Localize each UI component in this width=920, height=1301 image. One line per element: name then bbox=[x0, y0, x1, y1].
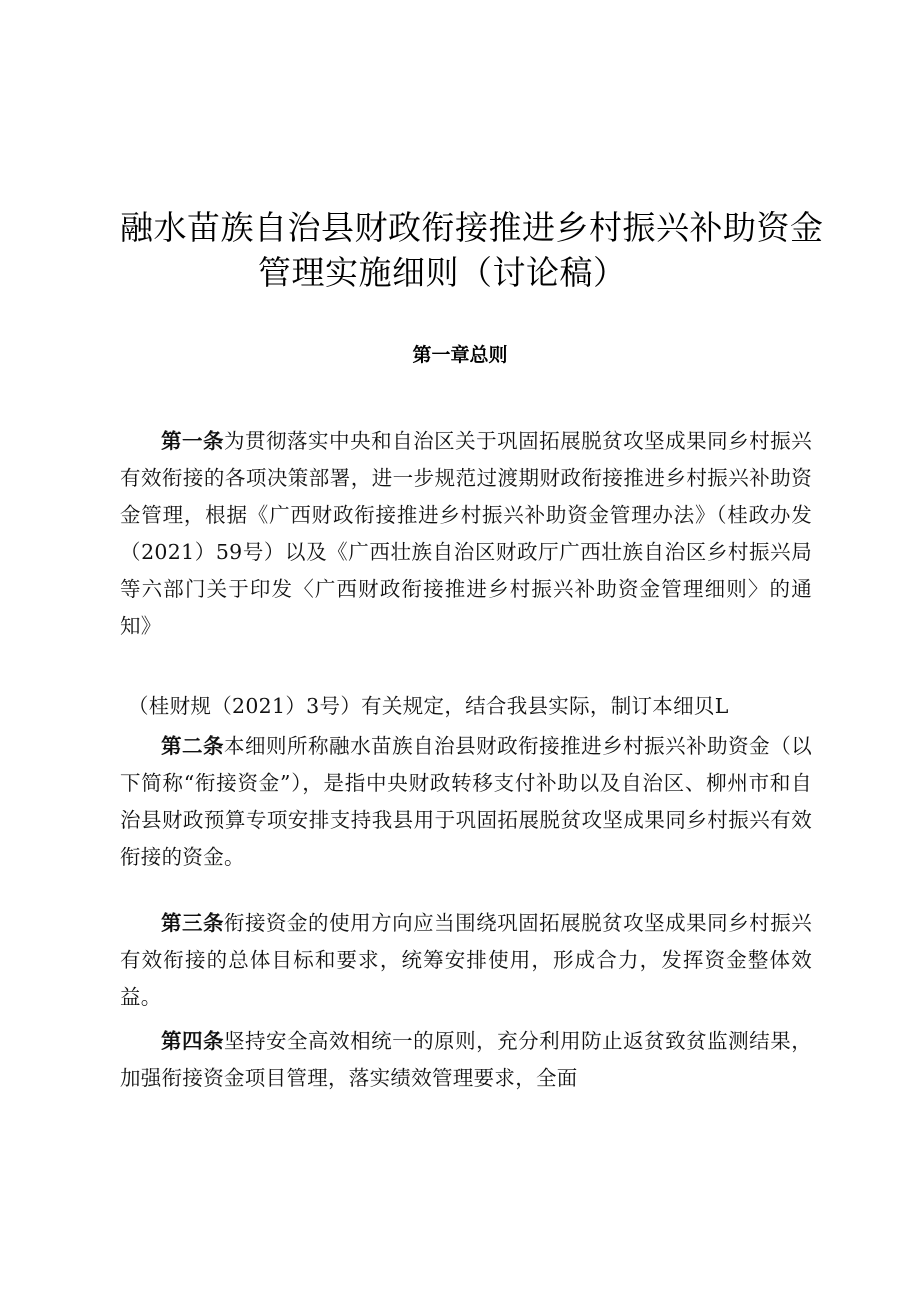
article-1-heading: 第一条 bbox=[161, 429, 225, 453]
document-title-line-2: 管理实施细则（讨论稿） bbox=[258, 253, 627, 292]
chapter-heading: 第一章总则 bbox=[412, 344, 508, 366]
article-1-body: 为贯彻落实中央和自治区关于巩固拓展脱贫攻坚成果同乡村振兴有效衔接的各项决策部署，进一步规范过渡期财政衔接推进乡村振兴补助资金管理，根据《广西财政衔接推进乡村振兴补助资金管理办法》（桂政办发（2021）59号）以及《广西壮族自治区财政厅广西壮族自治区乡村振兴局等六部门关于印发〈广西财政衔接推进乡村振兴补助资金管理细则〉的通知》 bbox=[120, 429, 812, 638]
article-4 bbox=[120, 1023, 812, 1097]
article-3-heading: 第三条 bbox=[161, 911, 225, 935]
article-2-heading: 第二条 bbox=[161, 734, 225, 758]
article-2-body: 本细则所称融水苗族自治县财政衔接推进乡村振兴补助资金（以下简称“衔接资金”），是指中央财政转移支付补助以及自治区、柳州市和自治县财政预算专项安排支持我县用于巩固拓展脱贫攻坚成果同乡村振兴有效衔接的资金。 bbox=[120, 734, 812, 869]
article-3 bbox=[120, 905, 812, 1016]
document-title-line-1: 融水苗族自治县财政衔接推进乡村振兴补助资金 bbox=[120, 208, 824, 247]
article-4-heading: 第四条 bbox=[161, 1029, 225, 1053]
article-3-body: 衔接资金的使用方向应当围绕巩固拓展脱贫攻坚成果同乡村振兴有效衔接的总体目标和要求，统筹安排使用，形成合力，发挥资金整体效益。 bbox=[120, 911, 812, 1009]
article-2 bbox=[120, 728, 812, 876]
article-4-body: 坚持安全高效相统一的原则，充分利用防止返贫致贫监测结果，加强衔接资金项目管理，落实绩效管理要求，全面 bbox=[120, 1029, 812, 1090]
article-1 bbox=[120, 423, 812, 645]
article-1-continuation: （桂财规（2021）3号）有关规定，结合我县实际，制订本细贝L bbox=[128, 694, 729, 718]
